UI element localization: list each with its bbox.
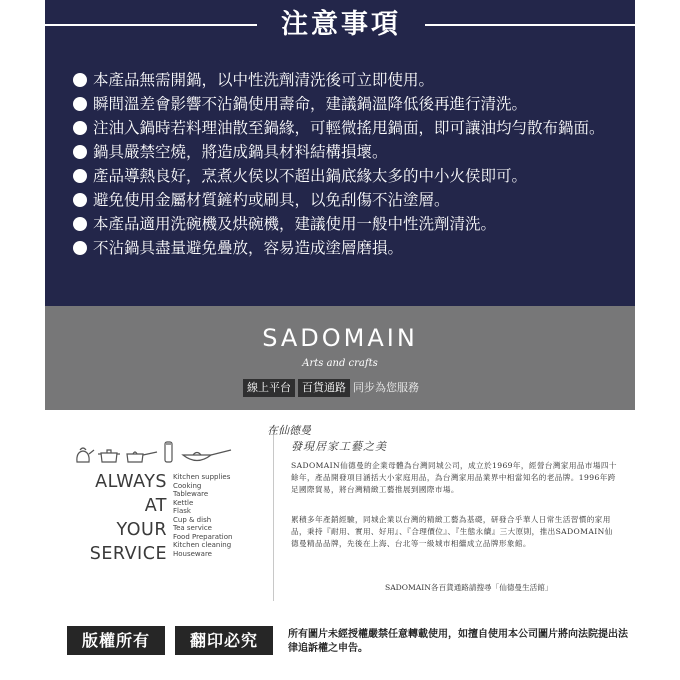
slogan-line: SERVICE bbox=[89, 544, 167, 564]
company-signature: SADOMAIN各百貨通路請搜尋「仙德曼生活館」 bbox=[385, 583, 553, 592]
service-slogan bbox=[71, 470, 167, 566]
notice-item-text: 本產品適用洗碗機及烘碗機，建議使用一般中性洗劑清洗。 bbox=[93, 215, 497, 233]
notice-title: 注意事項 bbox=[281, 9, 401, 40]
wok-icon bbox=[183, 450, 231, 461]
notice-item bbox=[73, 92, 623, 116]
bullet-icon bbox=[73, 193, 87, 207]
category-item: Houseware bbox=[173, 549, 212, 558]
notice-item-text: 產品導熱良好，烹煮火侯以不超出鍋底緣太多的中小火侯即可。 bbox=[93, 167, 528, 185]
notice-item bbox=[73, 236, 623, 260]
category-item: Kitchen cleaning bbox=[173, 541, 232, 549]
flask-icon bbox=[165, 442, 172, 462]
notice-item-text: 注油入鍋時若料理油散至鍋緣，可輕微搖甩鍋面，即可讓油均勻散布鍋面。 bbox=[93, 119, 605, 137]
brand-logo: SADOMAIN bbox=[262, 324, 418, 352]
notice-item-text: 不沾鍋具盡量避免疊放，容易造成塗層磨損。 bbox=[93, 239, 404, 257]
notice-item-text: 鍋具嚴禁空燒，將造成鍋具材料結構損壞。 bbox=[93, 143, 388, 161]
notice-item bbox=[73, 212, 623, 236]
category-item: Flask bbox=[173, 507, 191, 515]
slogan-line: YOUR bbox=[116, 520, 167, 540]
category-item: Tableware bbox=[173, 490, 209, 498]
notice-item bbox=[73, 116, 623, 140]
bullet-icon bbox=[73, 241, 87, 255]
slogan-line: ALWAYS AT bbox=[95, 472, 167, 516]
notice-item-text: 避免使用金屬材質鏟杓或刷具，以免刮傷不沾塗層。 bbox=[93, 191, 450, 209]
kettle-icon bbox=[77, 448, 94, 462]
tag-caption: 同步為您服務 bbox=[353, 381, 419, 394]
notice-item-text: 本產品無需開鍋，以中性洗劑清洗後可立即使用。 bbox=[93, 71, 435, 89]
brand-tagline: Arts and crafts bbox=[302, 358, 378, 369]
notice-item-text: 瞬間溫差會影響不沾鍋使用壽命，建議鍋溫降低後再進行清洗。 bbox=[93, 95, 528, 113]
tag-online: 線上平台 bbox=[243, 379, 295, 397]
company-intro-1: SADOMAIN仙德曼的企業母體為台灣同城公司，成立於1969年，經營台灣家用品市場四十餘年，產品開發項目涵括大小家庭用品，為台灣家用品業界中相當知名的老品牌。1996年跨足國際貿易，將台灣精緻工藝推展到國際市場。 bbox=[291, 461, 617, 494]
tag-department: 百貨通路 bbox=[298, 379, 350, 397]
title-rule-left bbox=[45, 24, 257, 26]
service-section bbox=[45, 410, 635, 610]
no-reprint-badge: 翻印必究 bbox=[175, 626, 273, 655]
product-category-list bbox=[173, 473, 232, 558]
notice-item bbox=[73, 164, 623, 188]
notice-item bbox=[73, 188, 623, 212]
notice-title-row bbox=[45, 8, 635, 42]
notice-panel bbox=[45, 0, 635, 306]
notice-list bbox=[73, 68, 623, 260]
calligraphy-heading-2: 發現居家工藝之美 bbox=[291, 440, 387, 453]
bullet-icon bbox=[73, 97, 87, 111]
category-item: Cooking bbox=[173, 481, 202, 490]
brand-band bbox=[45, 306, 635, 410]
category-item: Kitchen supplies bbox=[173, 473, 231, 481]
company-intro-2: 累積多年產銷經驗，同城企業以台灣的精緻工藝為基礎，研發合乎華人日常生活習慣的家用品，秉持『耐用、實用、好用』、『合理價位』、『生態永續』三大原則，推出SADOMAIN仙德曼精品品牌，先後在上海、台北等一級城市相繼成立品牌形象館。 bbox=[291, 515, 613, 548]
copyright-notice: 所有圖片未經授權嚴禁任意轉載使用，如擅自使用本公司圖片將向法院提出法律追訴權之申告。 bbox=[288, 629, 628, 654]
bullet-icon bbox=[73, 121, 87, 135]
pot-icon bbox=[98, 450, 120, 462]
notice-item bbox=[73, 140, 623, 164]
title-rule-right bbox=[425, 24, 635, 26]
saucepan-icon bbox=[127, 452, 157, 462]
category-item: Kettle bbox=[173, 498, 194, 507]
channel-tags bbox=[243, 379, 419, 397]
category-item: Cup & dish bbox=[173, 515, 212, 524]
category-item: Tea service bbox=[173, 524, 212, 532]
category-item: Food Preparation bbox=[173, 532, 233, 541]
bullet-icon bbox=[73, 169, 87, 183]
cookware-icons bbox=[73, 438, 233, 464]
notice-item bbox=[73, 68, 623, 92]
copyright-badge: 版權所有 bbox=[67, 626, 165, 655]
page bbox=[45, 0, 635, 680]
bullet-icon bbox=[73, 145, 87, 159]
section-divider bbox=[273, 425, 274, 601]
copyright-footer bbox=[45, 620, 635, 660]
calligraphy-heading-1: 在仙德曼 bbox=[267, 424, 311, 437]
bullet-icon bbox=[73, 217, 87, 231]
bullet-icon bbox=[73, 73, 87, 87]
